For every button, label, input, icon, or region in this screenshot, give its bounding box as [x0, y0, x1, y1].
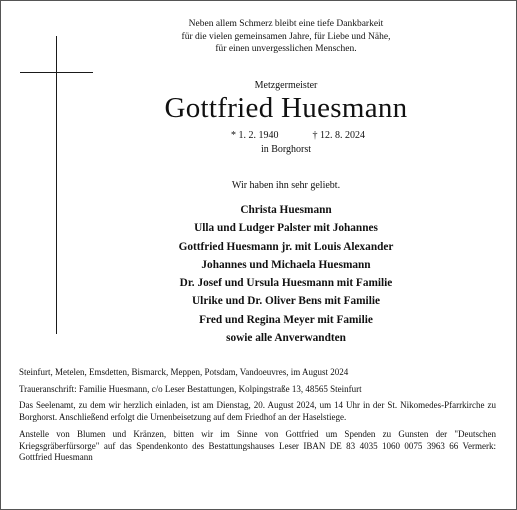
mourner-line: sowie alle Anverwandten [226, 332, 346, 345]
mourner-line: Fred und Regina Meyer mit Familie [199, 313, 373, 326]
mourner-line: Gottfried Huesmann jr. mit Louis Alexander [178, 240, 394, 253]
mourner-line: Ulrike und Dr. Oliver Bens mit Familie [192, 295, 380, 308]
deceased-occupation: Metzgermeister [254, 80, 318, 91]
birth-date: * 1. 2. 1940 [231, 130, 279, 141]
mourning-address: Traueranschrift: Familie Huesmann, c/o Leser Bestattungen, Kolpingstraße 13, 48565 Steinfurt [19, 383, 362, 394]
places-and-date: Steinfurt, Metelen, Emsdetten, Bismarck, Meppen, Potsdam, Vandoeuvres, im August 2024 [19, 367, 349, 377]
cross-horizontal-bar [20, 72, 93, 73]
intro-line-2: für die vielen gemeinsamen Jahre, für Liebe und Nähe, [181, 31, 391, 42]
cross-vertical-bar [56, 36, 57, 334]
intro-text [151, 18, 421, 56]
intro-line-1: Neben allem Schmerz bleibt eine tiefe Dankbarkeit [188, 19, 384, 29]
mourner-line: Dr. Josef und Ursula Huesmann mit Familie [179, 277, 393, 290]
deceased-name: Gottfried Huesmann [164, 92, 408, 124]
funeral-service-info: Das Seelenamt, zu dem wir herzlich einladen, ist am Dienstag, 20. August 2024, um 14 Uhr in der St. Nikomedes-Pfarrkirche zu Borghorst. Anschließend erfolgt die Urnenbeisetzung auf dem Friedhof an der Haselstiege. [19, 400, 496, 422]
mourner-line: Johannes und Michaela Huesmann [201, 258, 371, 271]
mourner-line: Ulla und Ludger Palster mit Johannes [194, 222, 378, 235]
life-dates [231, 130, 365, 141]
donation-info: Anstelle von Blumen und Kränzen, bitten wir im Sinne von Gottfried um Spenden zu Gunsten der "Deutschen Kriegsgräberfürsorge" auf das Spendenkonto des Bestattungshauses Leser IBAN DE 83 4035 1060 0075 3963 66 Vermerk: Gottfried Huesmann [19, 429, 496, 462]
mourners-list [121, 201, 451, 347]
place-of-death: in Borghorst [260, 144, 312, 155]
death-date: † 12. 8. 2024 [312, 130, 365, 141]
intro-line-3: für einen unvergesslichen Menschen. [215, 44, 357, 54]
mourner-line: Christa Huesmann [240, 204, 332, 216]
footer-notes [19, 367, 496, 470]
family-intro: Wir haben ihn sehr geliebt. [231, 180, 341, 191]
